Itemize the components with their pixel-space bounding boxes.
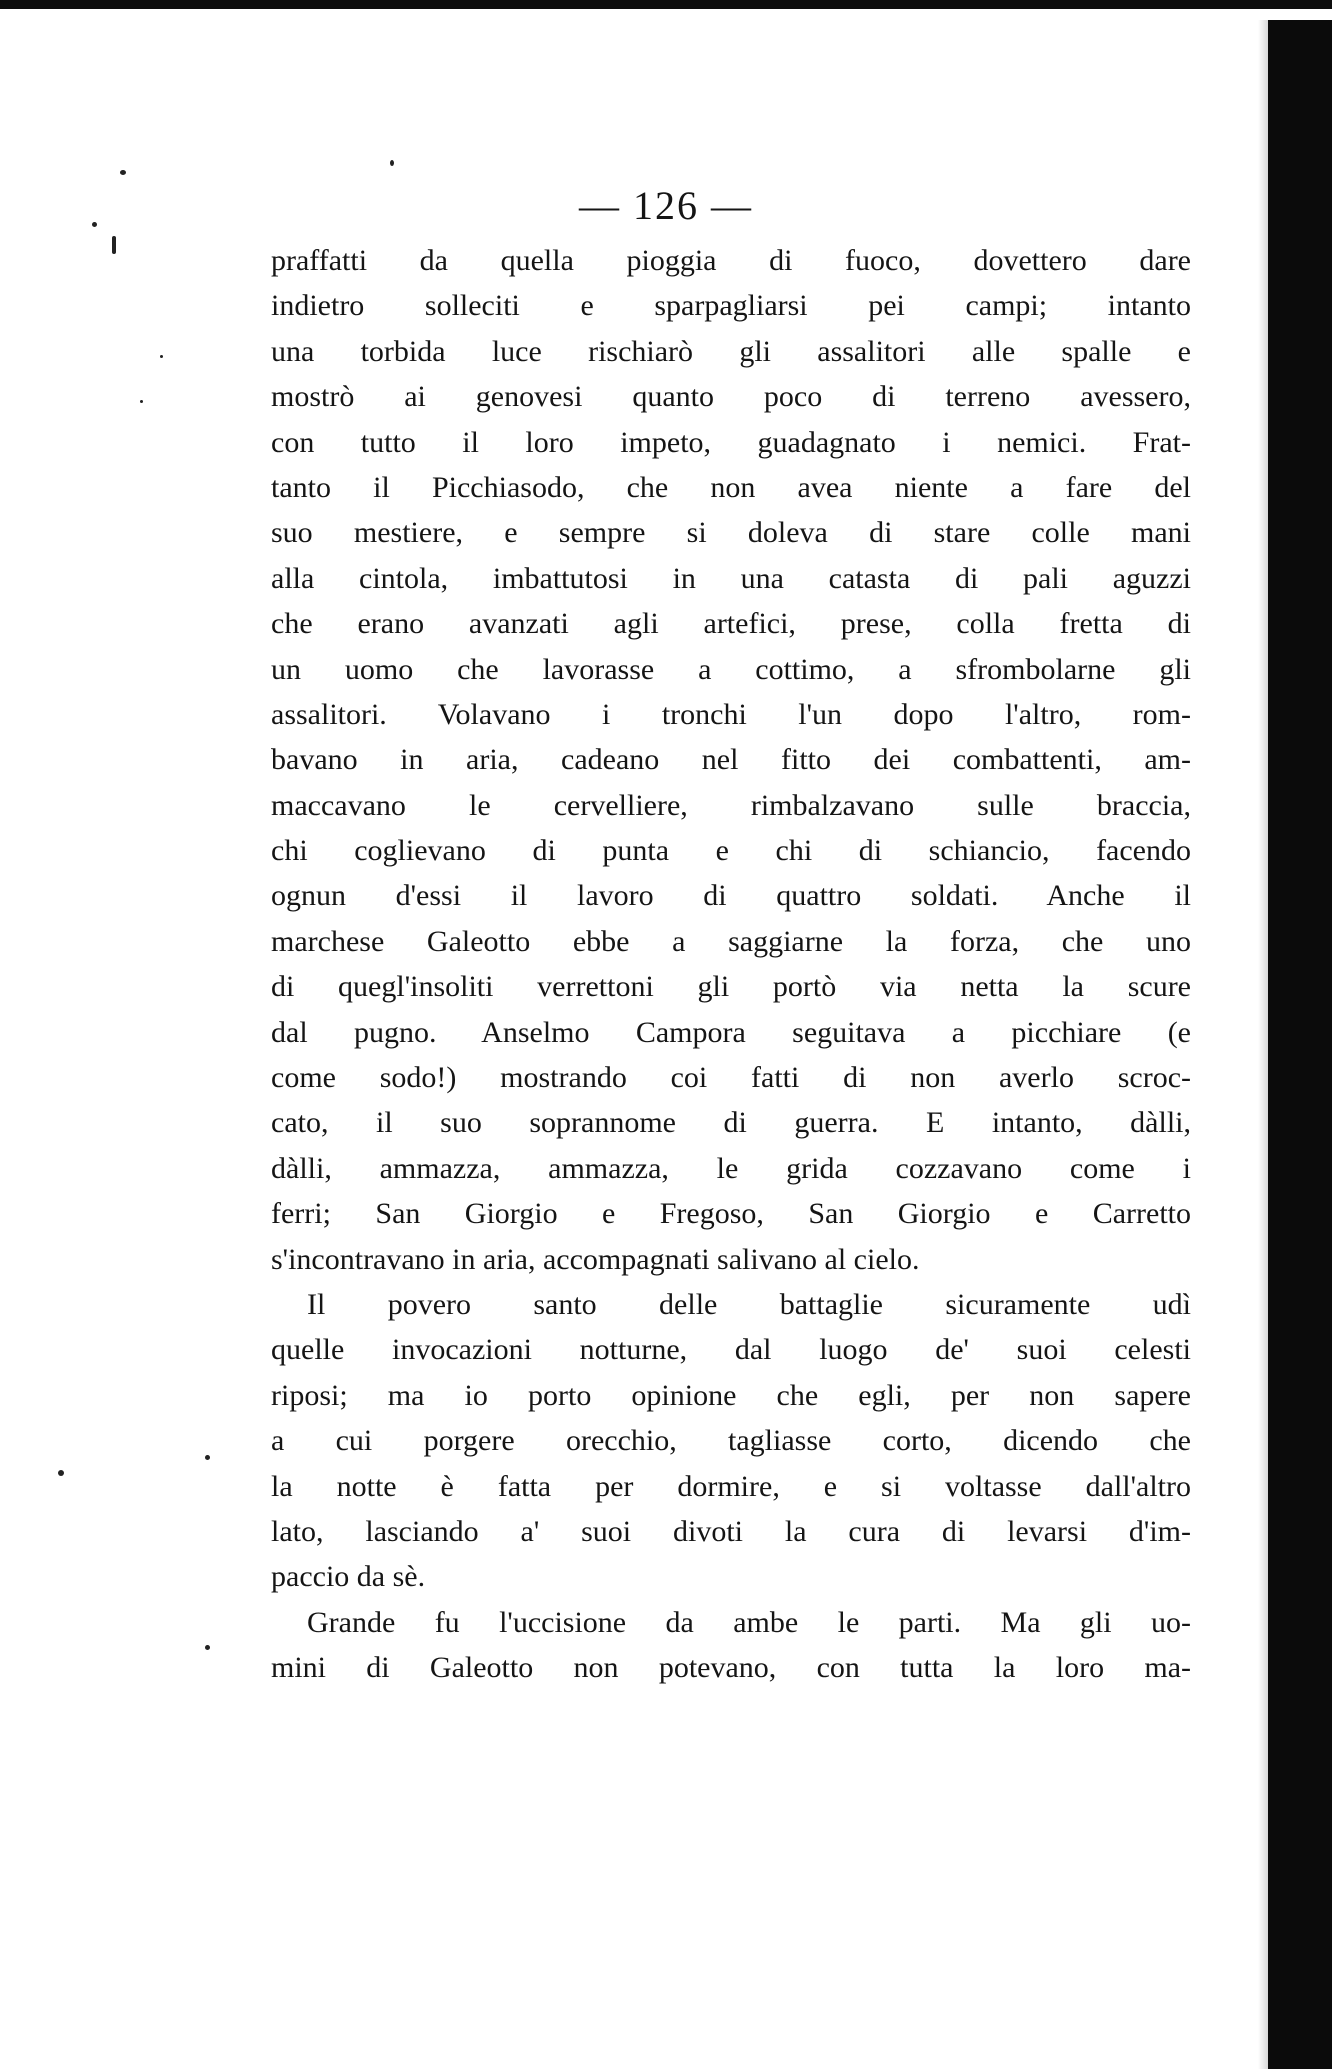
scan-speck [390, 160, 394, 166]
text-line: dàlli, ammazza, ammazza, le grida cozzavano come i [271, 1151, 1191, 1185]
scan-speck [112, 236, 116, 254]
scan-top-edge [0, 0, 1332, 9]
text-line: che erano avanzati agli artefici, prese, colla fretta di [271, 607, 1191, 641]
page-number: — 126 — [579, 183, 753, 228]
scan-speck [205, 1645, 210, 1650]
text-line: un uomo che lavorasse a cottimo, a sfrombolarne gli [271, 652, 1191, 686]
text-line: lato, lasciando a' suoi divoti la cura di levarsi d'im- [271, 1514, 1191, 1548]
paragraph [271, 1600, 1191, 1691]
text-line: dal pugno. Anselmo Campora seguitava a picchiare (e [271, 1015, 1191, 1049]
text-line: mostrò ai genovesi quanto poco di terreno avessero, [271, 380, 1191, 414]
text-line: quelle invocazioni notturne, dal luogo de' suoi celesti [271, 1333, 1191, 1367]
text-line: con tutto il loro impeto, guadagnato i nemici. Frat- [271, 425, 1191, 459]
scan-speck [58, 1470, 64, 1476]
text-line: maccavano le cervelliere, rimbalzavano sulle braccia, [271, 788, 1191, 822]
text-line: s'incontravano in aria, accompagnati salivano al cielo. [271, 1242, 920, 1276]
text-line: di quegl'insoliti verrettoni gli portò via netta la scure [271, 970, 1191, 1004]
scan-speck [205, 1455, 210, 1460]
paragraph [271, 238, 1191, 1282]
scan-binding-shadow [1258, 20, 1268, 2069]
text-line: bavano in aria, cadeano nel fitto dei combattenti, am- [271, 743, 1191, 777]
text-line: indietro solleciti e sparpagliarsi pei campi; intanto [271, 289, 1191, 323]
text-line: riposi; ma io porto opinione che egli, per non sapere [271, 1378, 1191, 1412]
text-line: Grande fu l'uccisione da ambe le parti. Ma gli uo- [307, 1605, 1191, 1639]
text-line: cato, il suo soprannome di guerra. E intanto, dàlli, [271, 1106, 1191, 1140]
text-line: marchese Galeotto ebbe a saggiarne la forza, che uno [271, 924, 1191, 958]
text-line: la notte è fatta per dormire, e si voltasse dall'altro [271, 1469, 1191, 1503]
text-line: a cui porgere orecchio, tagliasse corto, dicendo che [271, 1424, 1191, 1458]
scan-speck [160, 355, 163, 358]
text-line: mini di Galeotto non potevano, con tutta la loro ma- [271, 1651, 1191, 1685]
text-line: paccio da sè. [271, 1560, 426, 1594]
text-line: una torbida luce rischiarò gli assalitori alle spalle e [271, 334, 1191, 368]
paragraph [271, 1282, 1191, 1600]
text-line: ognun d'essi il lavoro di quattro soldati. Anche il [271, 879, 1191, 913]
body-text [271, 238, 1191, 1691]
scan-speck [140, 400, 143, 403]
text-line: ferri; San Giorgio e Fregoso, San Giorgio e Carretto [271, 1197, 1191, 1231]
text-line: Il povero santo delle battaglie sicuramente udì [307, 1287, 1191, 1321]
text-line: chi coglievano di punta e chi di schiancio, facendo [271, 834, 1191, 868]
text-line: assalitori. Volavano i tronchi l'un dopo l'altro, rom- [271, 697, 1191, 731]
text-line: praffatti da quella pioggia di fuoco, dovettero dare [271, 244, 1191, 277]
scan-speck [120, 170, 126, 175]
text-line: alla cintola, imbattutosi in una catasta di pali aguzzi [271, 561, 1191, 595]
text-line: come sodo!) mostrando coi fatti di non averlo scroc- [271, 1061, 1191, 1095]
text-line: suo mestiere, e sempre si doleva di stare colle mani [271, 516, 1191, 550]
scan-right-edge [1268, 20, 1332, 2069]
text-line: tanto il Picchiasodo, che non avea niente a fare del [271, 470, 1191, 504]
